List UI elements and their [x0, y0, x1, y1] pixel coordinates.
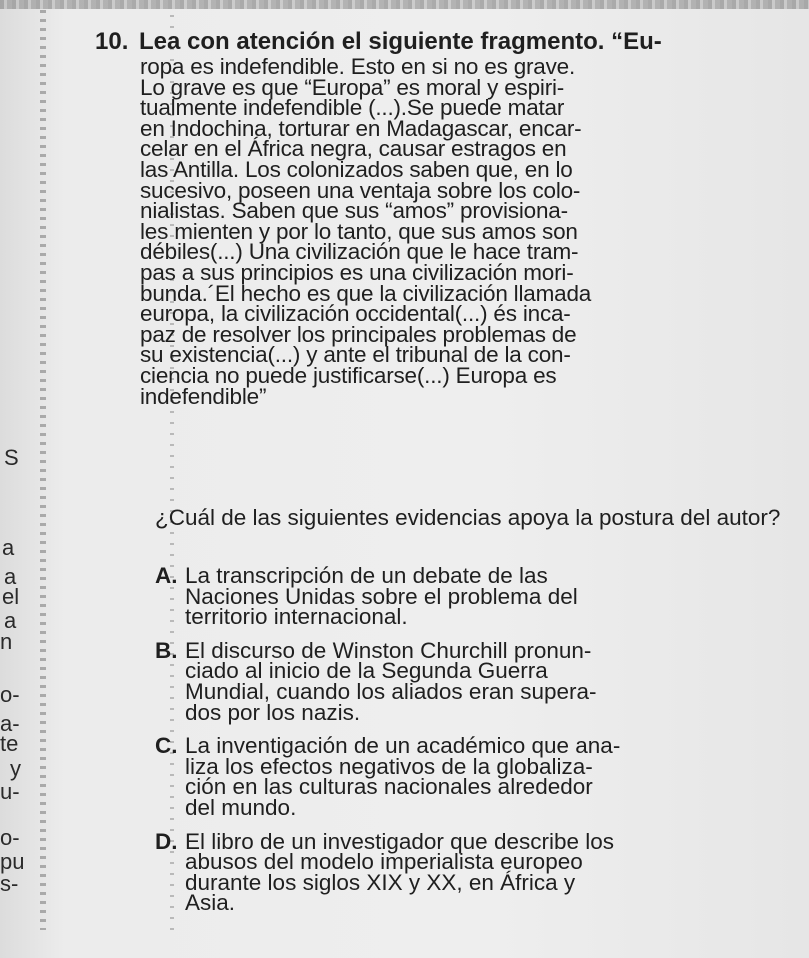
- option-line: La inventigación de un académico que ana-: [185, 733, 621, 759]
- prev-fragment: a: [2, 535, 15, 560]
- option-line: Asia.: [185, 890, 236, 916]
- option-line: ciado al inicio de la Segunda Guerra: [185, 658, 548, 684]
- option-line: abusos del modelo imperialista europeo: [185, 849, 583, 875]
- prev-fragment: te: [0, 731, 19, 756]
- passage-line: en Indochina, torturar en Madagascar, encar-: [140, 115, 582, 141]
- passage-line: tualmente indefendible (...).Se puede matar: [140, 95, 565, 121]
- option-text: [185, 563, 805, 630]
- page-top-edge: [0, 0, 809, 9]
- passage-line: Lo grave es que “Europa” es moral y espiri-: [140, 74, 565, 100]
- option-line: Naciones Unidas sobre el problema del: [185, 583, 578, 609]
- passage-line: les mienten y por lo tanto, que sus amos son: [140, 218, 578, 244]
- option-line: del mundo.: [185, 794, 297, 820]
- passage-line: bunda.´El hecho es que la civilización llamada: [140, 280, 592, 306]
- prev-fragment: o-: [0, 682, 20, 707]
- passage-line: pas a sus principios es una civilización mori-: [140, 259, 574, 285]
- prev-fragment: n: [0, 629, 13, 654]
- option-line: territorio internacional.: [185, 604, 408, 630]
- option-d[interactable]: [155, 828, 805, 916]
- option-line: durante los siglos XIX y XX, en África y: [185, 869, 576, 895]
- option-text: [185, 828, 805, 916]
- option-line: El discurso de Winston Churchill pronun-: [185, 637, 592, 663]
- passage-line: ropa es indefendible. Esto en si no es grave.: [140, 54, 576, 79]
- passage-line: europa, la civilización occidental(...) és inca-: [140, 301, 571, 327]
- passage-line: celar en el África negra, causar estragos en: [140, 136, 567, 162]
- option-letter: A.: [155, 563, 178, 588]
- prev-fragment: a-: [0, 711, 20, 736]
- passage-line: las Antilla. Los colonizados saben que, en lo: [140, 156, 573, 182]
- option-line: La transcripción de un debate de las: [185, 563, 548, 588]
- option-text: [185, 733, 805, 820]
- option-text: [185, 637, 805, 725]
- option-letter: D.: [155, 828, 178, 854]
- prev-fragment: pu: [0, 849, 25, 874]
- question-prompt: ¿Cuál de las siguientes evidencias apoya la postura del autor?: [155, 505, 781, 530]
- option-letter: C.: [155, 733, 178, 759]
- prev-fragment: a: [4, 564, 17, 589]
- prev-fragment: el: [2, 584, 20, 609]
- option-a[interactable]: [155, 563, 805, 630]
- option-line: liza los efectos negativos de la globaliza-: [185, 753, 593, 779]
- option-letter: B.: [155, 637, 178, 663]
- prev-fragment: S: [4, 445, 19, 470]
- option-line: Mundial, cuando los aliados eran supera-: [185, 678, 597, 704]
- option-line: dos por los nazis.: [185, 699, 361, 725]
- passage-line: su existencia(...) y ante el tribunal de la con-: [140, 342, 571, 368]
- prev-fragment: y: [10, 756, 21, 781]
- prev-fragment: u-: [0, 779, 20, 804]
- quoted-passage: [140, 54, 805, 409]
- option-c[interactable]: [155, 733, 805, 820]
- prev-fragment: s-: [0, 871, 19, 896]
- passage-line: nialistas. Saben que sus “amos” provisiona-: [140, 198, 568, 224]
- passage-line: paz de resolver los principales problemas de: [140, 321, 577, 347]
- passage-line: sucesivo, poseen una ventaja sobre los colo-: [140, 177, 581, 203]
- passage-line: indefendible”: [140, 383, 267, 409]
- prev-fragment: a: [4, 608, 17, 633]
- question-title: Lea con atención el siguiente fragmento. “Eu-: [139, 28, 662, 55]
- answer-options: [155, 563, 805, 916]
- question-number: 10.: [95, 28, 129, 55]
- option-b[interactable]: [155, 637, 805, 725]
- prev-fragment: o-: [0, 825, 20, 850]
- page-binding: [40, 10, 46, 930]
- passage-line: ciencia no puede justificarse(...) Europa es: [140, 362, 557, 388]
- passage-line: débiles(...) Una civilización que le hace tram-: [140, 239, 579, 265]
- option-line: El libro de un investigador que describe los: [185, 828, 615, 854]
- option-line: ción en las culturas nacionales alrededor: [185, 774, 593, 800]
